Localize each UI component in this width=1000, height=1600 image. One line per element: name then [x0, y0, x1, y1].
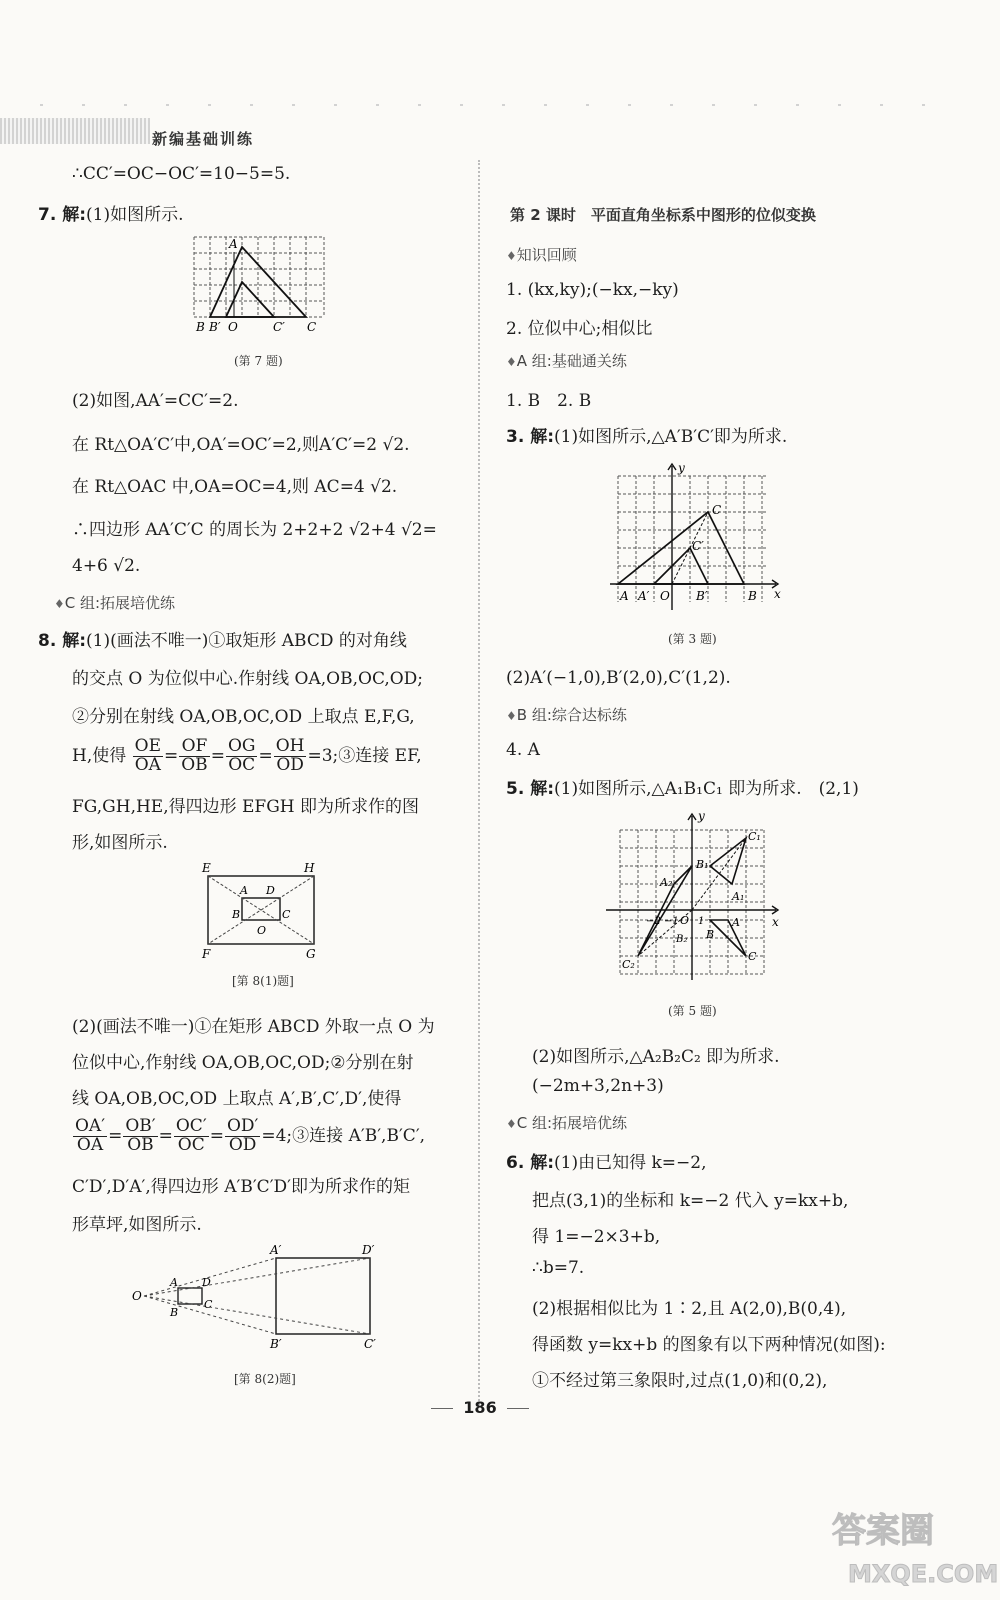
page-number: 186 [420, 1398, 540, 1417]
fig81-caption: [第 8(1)题] [232, 974, 294, 988]
text-line: ∴CC′=OC−OC′=10−5=5. [72, 164, 291, 184]
fig3-label-y: y [678, 461, 685, 475]
header-band [0, 118, 150, 144]
text-fragment: =3;③连接 EF, [307, 745, 422, 766]
text-line: (2)(画法不唯一)①在矩形 ABCD 外取一点 O 为 [72, 1017, 435, 1037]
fig3-caption: (第 3 题) [668, 632, 717, 646]
text-line: 形,如图所示. [72, 833, 168, 853]
q5-first-line [506, 774, 859, 799]
fig3-label-x: x [774, 587, 781, 601]
fig81-label-D: D [266, 884, 275, 897]
text-fragment: =4;③连接 A′B′,B′C′, [261, 1125, 426, 1146]
section-b-heading: ♦ B 组:综合达标练 [506, 704, 627, 725]
text-line: (2)根据相似比为 1∶2,且 A(2,0),B(0,4), [532, 1299, 847, 1319]
fig3-label-A: A [620, 589, 629, 603]
watermark-bottom: MXQE.COM [848, 1560, 999, 1588]
fraction: $\frac{OF}{OB}$ [181, 736, 208, 775]
fig82-label-Dp: D′ [362, 1243, 375, 1257]
fraction: $\frac{OG}{OC}$ [227, 736, 256, 775]
fig82-caption: [第 8(2)题] [234, 1372, 296, 1386]
series-title: 新编基础训练 [152, 130, 255, 148]
text-line: (1)如图所示. [86, 205, 184, 225]
text-line: 的交点 O 为位似中心.作射线 OA,OB,OC,OD; [72, 669, 424, 689]
text-line: 在 Rt△OAC 中,OA=OC=4,则 AC=4 √2. [72, 477, 398, 497]
figure-5 [602, 810, 782, 985]
fig3-label-O: O [660, 589, 670, 603]
fig82-label-Ap: A′ [270, 1243, 282, 1257]
text-line: C′D′,D′A′,得四边形 A′B′C′D′即为所求作的矩 [72, 1177, 411, 1197]
fig82-label-C: C [204, 1298, 213, 1311]
text-line: ①不经过第三象限时,过点(1,0)和(0,2), [532, 1371, 828, 1391]
fig82-label-Bp: B′ [270, 1337, 282, 1351]
text-line: FG,GH,HE,得四边形 EFGH 即为所求作的图 [72, 797, 420, 817]
fig5-label-B: B [706, 928, 715, 941]
section-c-heading: ♦ C 组:拓展培优练 [54, 592, 175, 613]
text-line: (−2m+3,2n+3) [532, 1076, 664, 1096]
fig5-caption: (第 5 题) [668, 1004, 717, 1018]
fig3-label-B: B [748, 589, 757, 603]
q3-first-line [506, 422, 787, 447]
text-line: 在 Rt△OA′C′中,OA′=OC′=2,则A′C′=2 √2. [72, 435, 410, 455]
fraction: $\frac{OB'}{OB}$ [125, 1116, 156, 1155]
fig7-label-Bp: B′ [209, 320, 221, 334]
lesson-title: 第 2 课时 平面直角坐标系中图形的位似变换 [510, 206, 816, 224]
q6-first-line [506, 1148, 707, 1173]
fig82-label-B: B [170, 1306, 179, 1319]
fraction: $\frac{OA'}{OA}$ [75, 1116, 106, 1155]
fig3-label-Bp: B′ [696, 589, 708, 603]
text-line: (1)由已知得 k=−2, [554, 1153, 707, 1173]
fig5-label-C2: C₂ [622, 958, 635, 971]
fraction: $\frac{OH}{OD}$ [275, 736, 305, 775]
fig82-label-O: O [132, 1289, 142, 1303]
figure-8-1 [196, 858, 326, 962]
question-number: 7. 解: [38, 205, 87, 225]
section-a-heading: ♦ A 组:基础通关练 [506, 350, 627, 371]
text-line: 位似中心,作射线 OA,OB,OC,OD;②分别在射 [72, 1053, 414, 1073]
fig82-label-Cp: C′ [364, 1337, 376, 1351]
text-line: ∴b=7. [532, 1258, 585, 1278]
fig7-caption: (第 7 题) [234, 354, 283, 368]
fig5-label-A: A [732, 916, 740, 929]
figure-7 [189, 232, 334, 337]
fig7-label-Cp: C′ [273, 320, 285, 334]
text-line: 线 OA,OB,OC,OD 上取点 A′,B′,C′,D′,使得 [72, 1089, 402, 1109]
fig5-label-C1: C₁ [748, 830, 761, 843]
fig5-tick-1: 1 [698, 916, 705, 927]
text-line: 1. (kx,ky);(−kx,−ky) [506, 280, 679, 300]
figure-8-2 [130, 1240, 390, 1350]
fraction: $\frac{OE}{OA}$ [134, 736, 161, 775]
fig5-label-C: C [748, 950, 757, 963]
question-number: 5. 解: [506, 779, 555, 799]
fig82-label-A: A [170, 1276, 178, 1289]
text-line: 2. 位似中心;相似比 [506, 319, 653, 339]
text-line: ②分别在射线 OA,OB,OC,OD 上取点 E,F,G, [72, 707, 415, 727]
fig5-tick-neg1: −1 [664, 916, 679, 927]
text-line: 把点(3,1)的坐标和 k=−2 代入 y=kx+b, [532, 1191, 849, 1211]
fig81-label-F: F [202, 947, 211, 961]
fig7-label-C: C [307, 320, 317, 334]
fig81-label-E: E [202, 861, 211, 875]
fraction-line: $\frac{OA'}{OA}$ = $\frac{OB'}{OB}$ = $\frac{OC'}{OC}$ = $\frac{OD'}{OD}$ =4;③连接 A′B′,B′C′, [75, 1116, 426, 1155]
text-line: (2)A′(−1,0),B′(2,0),C′(1,2). [506, 668, 731, 688]
fraction-line: H,使得 $\frac{OE}{OA}$ = $\frac{OF}{OB}$ = $\frac{OG}{OC}$ = $\frac{OH}{OD}$ =3;③连接 EF, [72, 736, 422, 775]
column-divider [478, 160, 480, 1405]
section-review-heading: ♦ 知识回顾 [506, 244, 577, 265]
figure-3 [606, 458, 786, 618]
text-line: (1)如图所示,△A₁B₁C₁ 即为所求. (2,1) [554, 779, 859, 799]
section-c-heading: ♦ C 组:拓展培优练 [506, 1112, 627, 1133]
q7-first-line [38, 200, 184, 225]
fig3-label-Cp: C′ [692, 539, 704, 553]
fig82-label-D: D [202, 1276, 211, 1289]
text-fragment: H,使得 [72, 745, 127, 766]
q8-first-line [38, 626, 407, 651]
question-number: 8. 解: [38, 631, 87, 651]
fig81-label-H: H [304, 861, 315, 875]
fig5-label-A1: A₁ [732, 890, 745, 903]
text-line: ∴四边形 AA′C′C 的周长为 2+2+2 √2+4 √2= [72, 520, 437, 540]
fig5-label-y: y [698, 809, 705, 823]
fig3-label-C: C [712, 503, 722, 517]
text-line: (1)如图所示,△A′B′C′即为所求. [554, 427, 788, 447]
text-line: 4+6 √2. [72, 556, 141, 576]
fig81-label-O: O [257, 924, 267, 937]
text-line: (2)如图所示,△A₂B₂C₂ 即为所求. [532, 1047, 780, 1067]
fig5-label-x: x [772, 915, 779, 929]
fig5-label-O: O [680, 914, 690, 927]
fig7-label-O: O [228, 320, 238, 334]
text-line: (1)(画法不唯一)①取矩形 ABCD 的对角线 [86, 631, 407, 651]
fig81-label-C: C [282, 908, 291, 921]
fig5-label-B1: B₁ [696, 858, 709, 871]
question-number: 6. 解: [506, 1153, 555, 1173]
text-line: 形草坪,如图所示. [72, 1215, 202, 1235]
fig5-label-A2: A₂ [660, 876, 673, 889]
text-line: (2)如图,AA′=CC′=2. [72, 391, 239, 411]
fig81-label-B: B [232, 908, 241, 921]
fig81-label-G: G [306, 947, 316, 961]
fig5-tick-neg2: −2 [646, 916, 661, 927]
fraction: $\frac{OD'}{OD}$ [226, 1116, 259, 1155]
fig3-label-Ap: A′ [638, 589, 650, 603]
fig5-label-B2: B₂ [676, 934, 688, 945]
text-line: 得 1=−2×3+b, [532, 1227, 661, 1247]
fig7-label-A: A [229, 237, 238, 251]
text-line: 1. B 2. B [506, 391, 592, 411]
fig7-label-B: B [196, 320, 205, 334]
watermark-top: 答案圈 [832, 1511, 934, 1551]
fraction: $\frac{OC'}{OC}$ [175, 1116, 207, 1155]
question-number: 3. 解: [506, 427, 555, 447]
text-line: 4. A [506, 740, 540, 760]
watermark-logo [828, 1500, 999, 1595]
header-decoration [40, 104, 960, 106]
text-line: 得函数 y=kx+b 的图象有以下两种情况(如图): [532, 1335, 886, 1355]
fig81-label-A: A [240, 884, 248, 897]
